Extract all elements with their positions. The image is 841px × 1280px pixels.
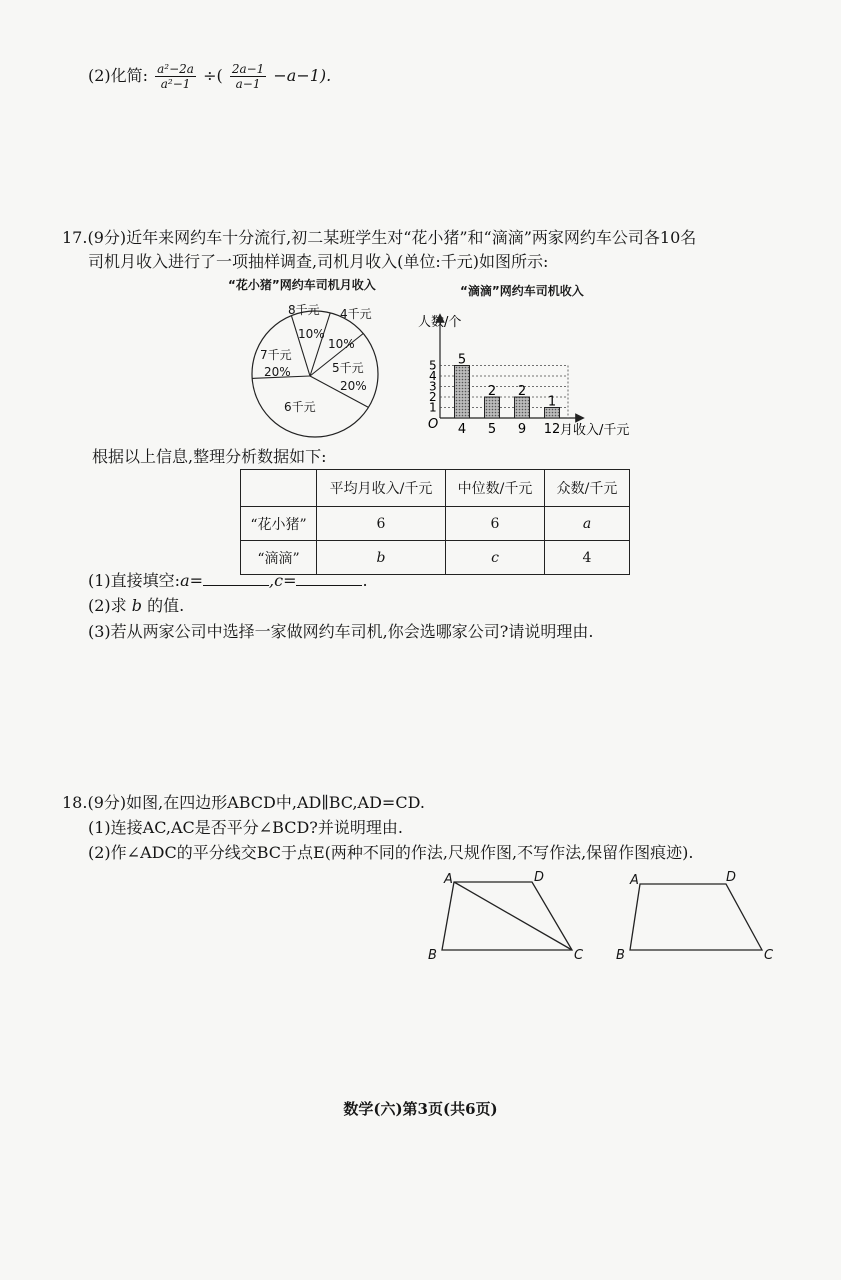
answer-blank-a[interactable] [203, 571, 269, 586]
bar-data-label: 5 [457, 352, 467, 368]
quadrilateral-abcd-blank [630, 884, 762, 950]
bar-data-label: 2 [487, 384, 497, 399]
bar-origin: O [428, 417, 439, 432]
table-header-cell: 中位数/千元 [446, 470, 545, 507]
q17-data-table [240, 469, 630, 575]
x-tick-label: 4 [457, 422, 467, 437]
bar-9 [515, 397, 530, 418]
pie-chart-title: “花小猪”网约车司机月收入 [228, 278, 376, 292]
pie-label-6k: 6千元 [284, 400, 316, 414]
bar-chart [410, 306, 650, 441]
q16-frac2-numerator: 2a−1 [231, 62, 265, 76]
q16-part2 [88, 56, 331, 96]
bar-5 [485, 397, 500, 418]
q17-sub1 [88, 570, 368, 592]
q17-sub1-prefix: (1)直接填空: [88, 571, 181, 590]
bar-xlabel: 月收入/千元 [560, 423, 630, 438]
q18-figure-2 [610, 862, 790, 966]
diagonal-ac [454, 882, 572, 950]
q17-stem-line1: 17.(9分)近年来网约车十分流行,初二某班学生对“花小猪”和“滴滴”两家网约车公司各10名 [62, 228, 697, 247]
fig1-label-a: A [444, 872, 453, 887]
bar-data-label: 1 [547, 394, 557, 410]
q17-stem-line2: 司机月收入进行了一项抽样调查,司机月收入(单位:千元)如图所示: [88, 252, 549, 271]
pie-chart [240, 296, 400, 446]
pie-percent-5k: 20% [340, 379, 367, 393]
y-tick-label: 3 [429, 379, 437, 394]
table-header-cell [241, 470, 317, 507]
pie-percent-7k: 20% [264, 365, 291, 379]
table-header-cell: 众数/千元 [545, 470, 630, 507]
table-cell: 6 [317, 507, 446, 541]
pie-percent-4k: 10% [328, 337, 355, 351]
q17-sub1-c-label: ,c= [269, 571, 297, 590]
x-tick-label: 5 [487, 422, 497, 437]
q17-sub3: (3)若从两家公司中选择一家做网约车司机,你会选哪家公司?请说明理由. [88, 622, 594, 641]
y-tick-label: 5 [429, 358, 437, 373]
pie-label-4k: 4千元 [340, 307, 372, 321]
q17-intro: 根据以上信息,整理分析数据如下: [92, 447, 327, 466]
table-cell: 6 [446, 507, 545, 541]
table-cell: “花小猪” [241, 507, 317, 541]
q16-tail: −a−1). [273, 66, 332, 85]
bar-yticks [429, 359, 437, 415]
answer-blank-c[interactable] [296, 571, 362, 586]
y-tick-label: 2 [429, 390, 437, 404]
table-cell: “滴滴” [241, 541, 317, 575]
q16-frac1-numerator: a²−2a [157, 62, 194, 76]
bar-4 [455, 366, 470, 419]
bar-ylabel: 人数/个 [418, 315, 462, 330]
q16-fraction-1 [155, 62, 196, 91]
q16-operator: ÷( [203, 66, 223, 85]
y-tick-label: 1 [429, 400, 437, 415]
q17-sub2-suffix: 的值. [147, 596, 185, 615]
fig2-label-c: C [764, 948, 774, 963]
q16-frac1-denominator: a²−1 [160, 77, 191, 91]
table-header-cell: 平均月收入/千元 [317, 470, 446, 507]
fig2-label-a: A [630, 873, 639, 888]
q16-fraction-2 [230, 62, 266, 91]
table-cell: b [317, 541, 446, 575]
table-row [241, 507, 630, 541]
pie-percent-8k: 10% [298, 327, 325, 341]
pie-slice-boundary-1 [291, 316, 310, 376]
bar-data-label: 2 [517, 384, 527, 399]
q17-sub2-var: b [131, 596, 143, 615]
pie-label-7k: 7千元 [260, 348, 292, 362]
fig2-label-d: D [726, 870, 737, 885]
quadrilateral-abcd [442, 882, 572, 950]
pie-label-5k: 5千元 [332, 361, 364, 375]
pie-label-8k: 8千元 [288, 303, 320, 317]
table-cell: a [545, 507, 630, 541]
y-tick-label: 4 [429, 369, 437, 383]
q18-sub1: (1)连接AC,AC是否平分∠BCD?并说明理由. [88, 818, 403, 837]
q16-label: (2)化简: [88, 66, 149, 85]
q17-sub1-a-label: a= [180, 571, 204, 590]
q18-figure-1 [420, 862, 600, 966]
q18-sub2: (2)作∠ADC的平分线交BC于点E(两种不同的作法,尺规作图,不写作法,保留作图痕迹). [88, 843, 694, 862]
q17-sub1-end: . [362, 571, 368, 590]
x-tick-label: 12 [543, 422, 561, 437]
page-footer: 数学(六)第3页(共6页) [343, 1100, 498, 1118]
fig1-label-d: D [534, 870, 545, 885]
bar-chart-title: “滴滴”网约车司机收入 [460, 284, 584, 298]
fig2-label-b: B [616, 948, 625, 963]
q17-sub2 [88, 595, 184, 617]
q18-stem: 18.(9分)如图,在四边形ABCD中,AD∥BC,AD=CD. [62, 793, 425, 812]
x-tick-label: 9 [517, 422, 527, 437]
q17-sub2-prefix: (2)求 [88, 596, 127, 615]
table-header-row [241, 470, 630, 507]
table-cell: 4 [545, 541, 630, 575]
q16-frac2-denominator: a−1 [235, 77, 261, 91]
fig1-label-c: C [574, 948, 584, 963]
table-cell: c [446, 541, 545, 575]
fig1-label-b: B [428, 948, 437, 963]
